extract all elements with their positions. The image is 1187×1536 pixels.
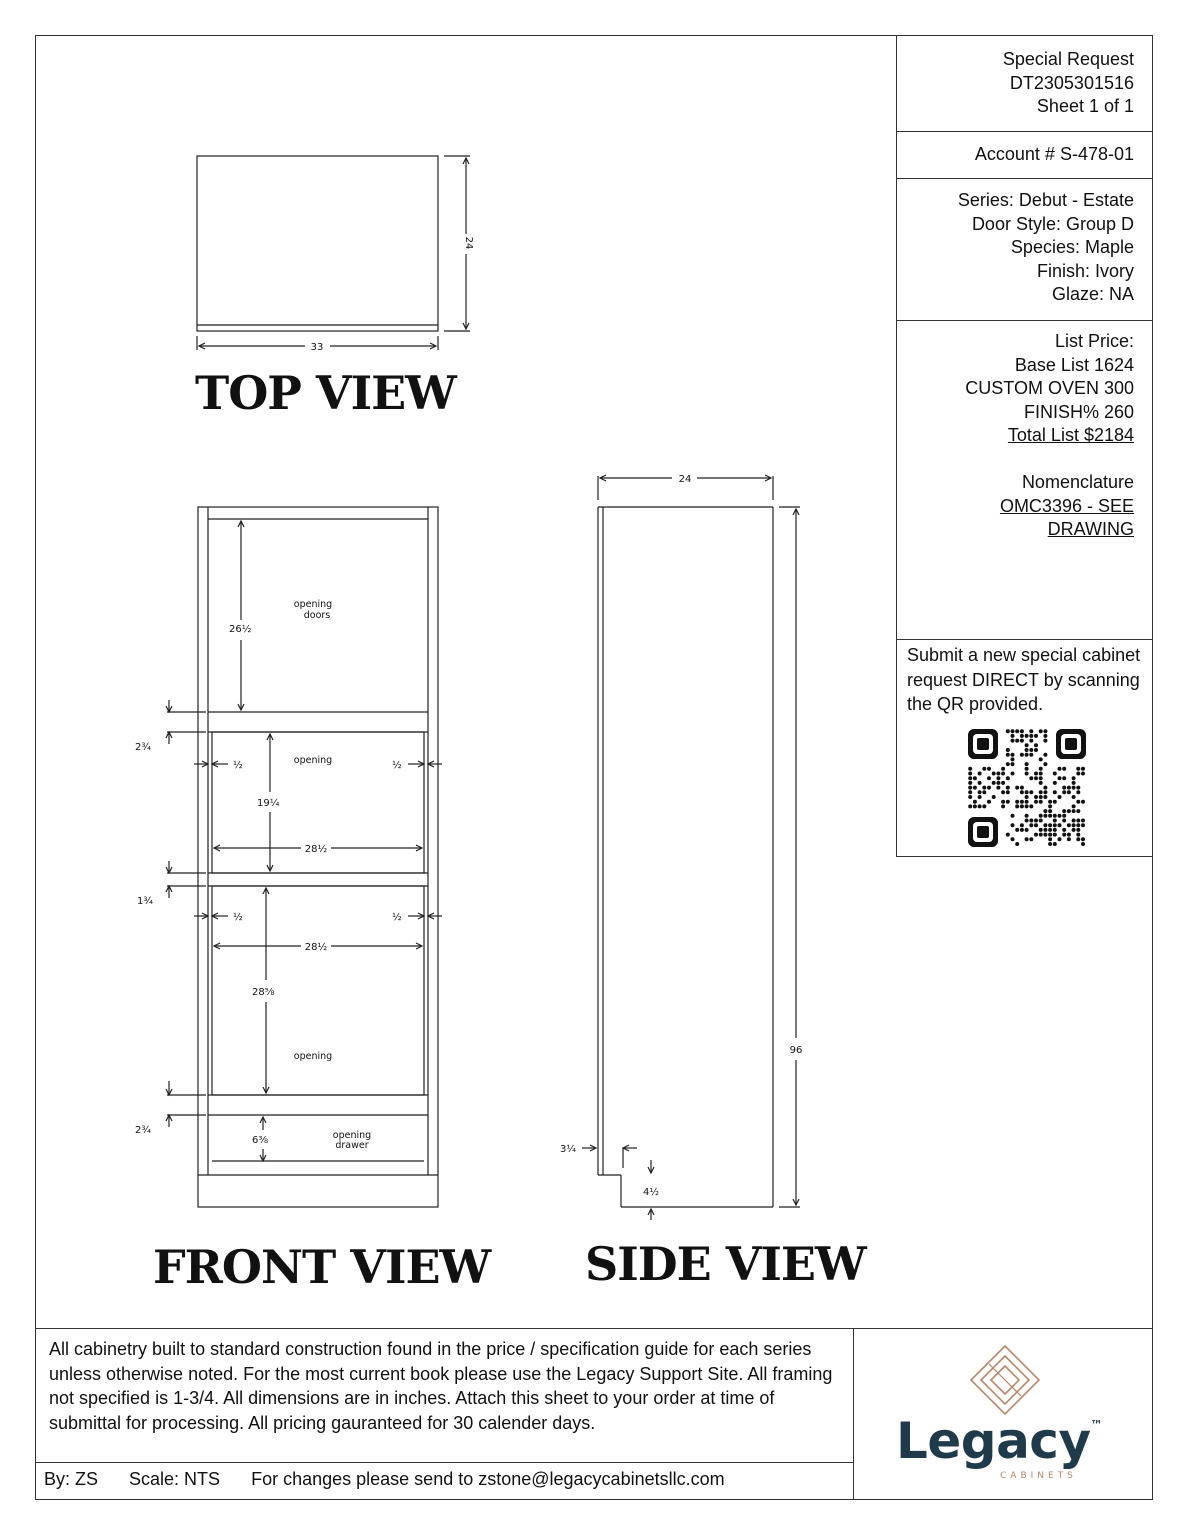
qr-module: [978, 804, 982, 808]
qr-module: [1039, 772, 1043, 776]
qr-module: [1072, 828, 1076, 832]
qr-module: [1048, 823, 1052, 827]
qr-module: [1006, 762, 1010, 766]
qr-module: [1062, 809, 1066, 813]
qr-module: [1006, 748, 1010, 752]
qr-module: [1011, 739, 1015, 743]
qr-module: [1029, 823, 1033, 827]
qr-module: [968, 772, 972, 776]
qr-module: [1001, 804, 1005, 808]
qr-module: [1043, 833, 1047, 837]
qr-module: [1062, 790, 1066, 794]
footer-bar: [44, 1469, 751, 1490]
qr-module: [973, 800, 977, 804]
spec-door-style: Door Style: Group D: [971, 213, 1134, 234]
qr-module: [1011, 729, 1015, 733]
qr-module: [1081, 823, 1085, 827]
change-contact[interactable]: For changes please send to zstone@legacycabinetsllc.com: [251, 1469, 725, 1489]
spec-series: Series: Debut - Estate: [957, 190, 1134, 210]
qr-module: [1043, 795, 1047, 799]
qr-module: [996, 786, 1000, 790]
qr-module: [968, 790, 972, 794]
qr-module: [987, 800, 991, 804]
qr-module: [1072, 823, 1076, 827]
qr-module: [1076, 786, 1080, 790]
qr-module: [1072, 804, 1076, 808]
qr-module: [1039, 800, 1043, 804]
qr-module: [1034, 819, 1038, 823]
qr-module: [968, 786, 972, 790]
qr-module: [1053, 814, 1057, 818]
qr-module: [987, 786, 991, 790]
qr-module: [996, 772, 1000, 776]
qr-module: [1072, 776, 1076, 780]
qr-module: [1034, 823, 1038, 827]
construction-notes: All cabinetry built to standard construction found in the price / specification guide for each series unless otherwise noted. For the most current book please use the Legacy Support Site. All framing not specified is 1-3/4. All dimensions are in inches. Attach this sheet to your order at time of submittal for processing. All pricing gauranteed for 30 calender days.: [49, 1339, 833, 1433]
qr-module: [1043, 809, 1047, 813]
qr-module: [1081, 767, 1085, 771]
qr-module: [1020, 739, 1024, 743]
qr-module: [1076, 767, 1080, 771]
qr-module: [1039, 833, 1043, 837]
qr-module: [1015, 786, 1019, 790]
qr-module: [978, 772, 982, 776]
qr-module: [1034, 772, 1038, 776]
opening-2-label: opening: [293, 1051, 333, 1062]
qr-module: [1015, 804, 1019, 808]
nomenclature-line2: DRAWING: [1047, 519, 1134, 539]
qr-module: [1076, 800, 1080, 804]
qr-module: [982, 804, 986, 808]
qr-module: [1039, 729, 1043, 733]
qr-module: [1058, 776, 1062, 780]
qr-module: [1001, 767, 1005, 771]
qr-module: [1029, 748, 1033, 752]
qr-module: [1029, 734, 1033, 738]
qr-module: [968, 795, 972, 799]
qr-module: [1048, 842, 1052, 846]
qr-module: [1062, 786, 1066, 790]
finish-price: FINISH% 260: [1023, 401, 1134, 422]
qr-module: [1043, 762, 1047, 766]
qr-module: [1025, 814, 1029, 818]
qr-module: [1025, 795, 1029, 799]
qr-module: [1020, 804, 1024, 808]
qr-module: [1043, 739, 1047, 743]
qr-finder-tl: [968, 729, 998, 759]
qr-module: [1067, 786, 1071, 790]
qr-module: [1067, 823, 1071, 827]
spec-glaze: Glaze: NA: [1051, 284, 1134, 304]
qr-module: [1006, 786, 1010, 790]
list-price-label: List Price:: [1054, 331, 1134, 351]
oven2-width: 28½: [304, 942, 328, 953]
qr-module: [1039, 767, 1043, 771]
qr-module: [1081, 772, 1085, 776]
drawer-height: 6⅜: [252, 1135, 269, 1146]
qr-module: [1072, 795, 1076, 799]
qr-module: [973, 786, 977, 790]
qr-module: [978, 781, 982, 785]
spec-finish: Finish: Ivory: [1036, 260, 1134, 281]
qr-module: [996, 776, 1000, 780]
side-view-drawing: [560, 474, 802, 1220]
qr-module: [1076, 828, 1080, 832]
upper-opening-height: 26½: [229, 624, 252, 635]
qr-module: [1025, 804, 1029, 808]
legacy-wordmark-text: Legacy: [896, 1412, 1091, 1470]
qr-module: [1053, 828, 1057, 832]
qr-code[interactable]: [966, 727, 1088, 849]
qr-module: [1025, 800, 1029, 804]
account-number: Account # S-478-01: [974, 144, 1134, 164]
qr-module: [1081, 842, 1085, 846]
specs-cell: [897, 179, 1152, 321]
qr-module: [982, 767, 986, 771]
qr-module: [1011, 823, 1015, 827]
qr-module: [1011, 772, 1015, 776]
qr-module: [1072, 786, 1076, 790]
oven2-height: 28⅝: [252, 987, 275, 998]
qr-module: [1076, 790, 1080, 794]
pricing-cell: [897, 321, 1152, 640]
top-view-drawing: [197, 156, 474, 353]
total-list: Total List $2184: [1007, 425, 1134, 445]
account-cell: [897, 132, 1152, 179]
qr-module: [978, 795, 982, 799]
qr-module: [968, 781, 972, 785]
qr-module: [968, 776, 972, 780]
drawn-by: By: ZS: [44, 1469, 99, 1489]
scale: Scale: NTS: [129, 1469, 221, 1489]
qr-module: [1006, 790, 1010, 794]
qr-module: [1029, 804, 1033, 808]
qr-module: [1053, 819, 1057, 823]
request-header: [897, 35, 1152, 132]
qr-module: [1058, 795, 1062, 799]
qr-module: [1011, 837, 1015, 841]
rail-2-dim: 1¾: [137, 896, 154, 907]
inset-left-2: ½: [233, 912, 243, 923]
qr-module: [1062, 819, 1066, 823]
trademark: ™: [1090, 1418, 1103, 1432]
qr-module: [1062, 828, 1066, 832]
qr-module: [1025, 790, 1029, 794]
qr-module: [973, 804, 977, 808]
request-type: Special Request: [1002, 49, 1134, 69]
qr-module: [1034, 833, 1038, 837]
top-width-dim: 33: [310, 342, 324, 353]
qr-module: [1025, 772, 1029, 776]
qr-module: [1048, 828, 1052, 832]
qr-module: [1015, 739, 1019, 743]
qr-module: [1015, 828, 1019, 832]
qr-module: [1043, 828, 1047, 832]
rail-3-dim: 2¾: [135, 1125, 152, 1136]
qr-module: [1048, 833, 1052, 837]
qr-module: [1048, 804, 1052, 808]
qr-module: [1029, 776, 1033, 780]
qr-module: [968, 804, 972, 808]
qr-module: [1062, 814, 1066, 818]
qr-module: [1020, 823, 1024, 827]
qr-module: [1015, 729, 1019, 733]
toe-height-dim: 3¼: [560, 1144, 577, 1155]
qr-module: [1001, 800, 1005, 804]
qr-module: [1076, 833, 1080, 837]
qr-module: [1029, 790, 1033, 794]
qr-module: [1015, 800, 1019, 804]
qr-module: [1020, 786, 1024, 790]
side-depth-dim: 24: [678, 474, 692, 485]
qr-module: [1053, 842, 1057, 846]
legacy-subtitle: CABINETS: [1000, 1471, 1077, 1481]
qr-module: [1025, 837, 1029, 841]
qr-module: [982, 786, 986, 790]
qr-module: [1048, 800, 1052, 804]
opening-1-label: opening: [293, 755, 333, 766]
qr-module: [1053, 781, 1057, 785]
opening-drawer-label-2: drawer: [335, 1140, 369, 1151]
qr-module: [1053, 833, 1057, 837]
qr-module: [1048, 837, 1052, 841]
qr-module: [1058, 814, 1062, 818]
qr-module: [1020, 800, 1024, 804]
qr-module: [1020, 734, 1024, 738]
qr-module: [1053, 790, 1057, 794]
qr-module: [1025, 828, 1029, 832]
qr-module: [1039, 828, 1043, 832]
qr-module: [1067, 837, 1071, 841]
qr-module: [1029, 819, 1033, 823]
opening-doors-label-2: doors: [303, 610, 331, 621]
qr-module: [996, 781, 1000, 785]
legacy-wordmark: [896, 1412, 1102, 1470]
qr-module: [1076, 837, 1080, 841]
nomenclature-label: Nomenclature: [1021, 472, 1134, 492]
qr-module: [1043, 786, 1047, 790]
qr-module: [1029, 753, 1033, 757]
qr-module: [968, 767, 972, 771]
qr-module: [1001, 772, 1005, 776]
qr-module: [992, 772, 996, 776]
qr-module: [1025, 819, 1029, 823]
qr-module: [987, 767, 991, 771]
qr-finder-bl: [968, 817, 998, 847]
qr-module: [1039, 781, 1043, 785]
qr-module: [1025, 743, 1029, 747]
qr-module: [1081, 800, 1085, 804]
qr-module: [1043, 814, 1047, 818]
qr-module: [1072, 809, 1076, 813]
spec-species: Species: Maple: [1010, 237, 1134, 257]
qr-module: [1043, 734, 1047, 738]
qr-module: [1058, 837, 1062, 841]
qr-module: [1025, 748, 1029, 752]
qr-module: [987, 776, 991, 780]
qr-module: [1011, 734, 1015, 738]
side-view-title: SIDE VIEW: [585, 1237, 866, 1291]
qr-module: [1039, 776, 1043, 780]
qr-module: [973, 776, 977, 780]
top-view-title: TOP VIEW: [195, 366, 456, 420]
custom-oven-price: CUSTOM OVEN 300: [965, 378, 1134, 398]
qr-module: [1011, 814, 1015, 818]
qr-module: [1006, 729, 1010, 733]
qr-module: [1011, 753, 1015, 757]
front-view-title: FRONT VIEW: [153, 1240, 491, 1294]
qr-module: [1015, 842, 1019, 846]
qr-module: [1034, 748, 1038, 752]
qr-module: [1029, 739, 1033, 743]
qr-module: [1006, 833, 1010, 837]
inset-left-1: ½: [233, 760, 243, 771]
qr-module: [1062, 767, 1066, 771]
qr-module: [1020, 790, 1024, 794]
qr-module: [1034, 776, 1038, 780]
front-view-drawing: [135, 507, 442, 1207]
qr-module: [982, 790, 986, 794]
qr-module: [1025, 762, 1029, 766]
qr-module: [1020, 753, 1024, 757]
qr-module: [978, 790, 982, 794]
qr-module: [1053, 823, 1057, 827]
inset-right-1: ½: [392, 760, 402, 771]
qr-module: [1072, 819, 1076, 823]
qr-module: [1006, 800, 1010, 804]
qr-module: [1034, 795, 1038, 799]
qr-module: [1039, 819, 1043, 823]
qr-module: [1067, 833, 1071, 837]
qr-module: [1048, 809, 1052, 813]
opening-drawer-label-1: opening: [332, 1130, 372, 1141]
qr-module: [1034, 800, 1038, 804]
qr-module: [1053, 800, 1057, 804]
rail-1-dim: 2¾: [135, 742, 152, 753]
qr-module: [1067, 809, 1071, 813]
qr-module: [1053, 772, 1057, 776]
qr-module: [1020, 729, 1024, 733]
qr-module: [1025, 767, 1029, 771]
qr-module: [1039, 795, 1043, 799]
qr-module: [1039, 757, 1043, 761]
request-id: DT2305301516: [1009, 72, 1134, 93]
qr-module: [1043, 753, 1047, 757]
qr-module: [1062, 776, 1066, 780]
qr-module: [1062, 833, 1066, 837]
oven1-width: 28½: [304, 844, 328, 855]
qr-module: [1025, 753, 1029, 757]
qr-module: [1025, 734, 1029, 738]
qr-module: [1072, 781, 1076, 785]
qr-module: [1011, 757, 1015, 761]
qr-module: [1029, 837, 1033, 841]
qr-module: [1048, 814, 1052, 818]
qr-module: [1043, 823, 1047, 827]
qr-module: [992, 795, 996, 799]
side-height-dim: 96: [789, 1045, 803, 1056]
qr-module: [1001, 781, 1005, 785]
qr-module: [1076, 819, 1080, 823]
qr-module: [1006, 753, 1010, 757]
qr-module: [1001, 790, 1005, 794]
qr-finder-tr: [1056, 729, 1086, 759]
qr-prompt: Submit a new special cabinet request DIRECT by scanning the QR provided.: [907, 645, 1141, 714]
toe-depth-dim: 4½: [643, 1187, 660, 1198]
qr-module: [1043, 729, 1047, 733]
qr-module: [1034, 734, 1038, 738]
sheet-number: Sheet 1 of 1: [1036, 96, 1134, 116]
qr-module: [1043, 790, 1047, 794]
qr-module: [1081, 837, 1085, 841]
qr-module: [1058, 767, 1062, 771]
oven1-height: 19¼: [257, 798, 280, 809]
nomenclature-line1: OMC3396 - SEE: [999, 495, 1134, 516]
qr-module: [1076, 809, 1080, 813]
inset-right-2: ½: [392, 912, 402, 923]
qr-module: [1076, 772, 1080, 776]
base-list: Base List 1624: [1014, 354, 1134, 375]
qr-module: [1076, 823, 1080, 827]
footer-divider: [35, 1462, 854, 1463]
qr-module: [992, 781, 996, 785]
qr-module: [1011, 762, 1015, 766]
qr-module: [1034, 743, 1038, 747]
qr-module: [1039, 814, 1043, 818]
top-depth-dim: 24: [463, 236, 474, 250]
qr-module: [1006, 776, 1010, 780]
qr-module: [1081, 819, 1085, 823]
qr-module: [1058, 823, 1062, 827]
qr-module: [1029, 729, 1033, 733]
qr-module: [1067, 790, 1071, 794]
qr-module: [1039, 790, 1043, 794]
qr-module: [1020, 828, 1024, 832]
legacy-logo-mark: [969, 1344, 1041, 1416]
opening-doors-label-1: opening: [293, 599, 333, 610]
